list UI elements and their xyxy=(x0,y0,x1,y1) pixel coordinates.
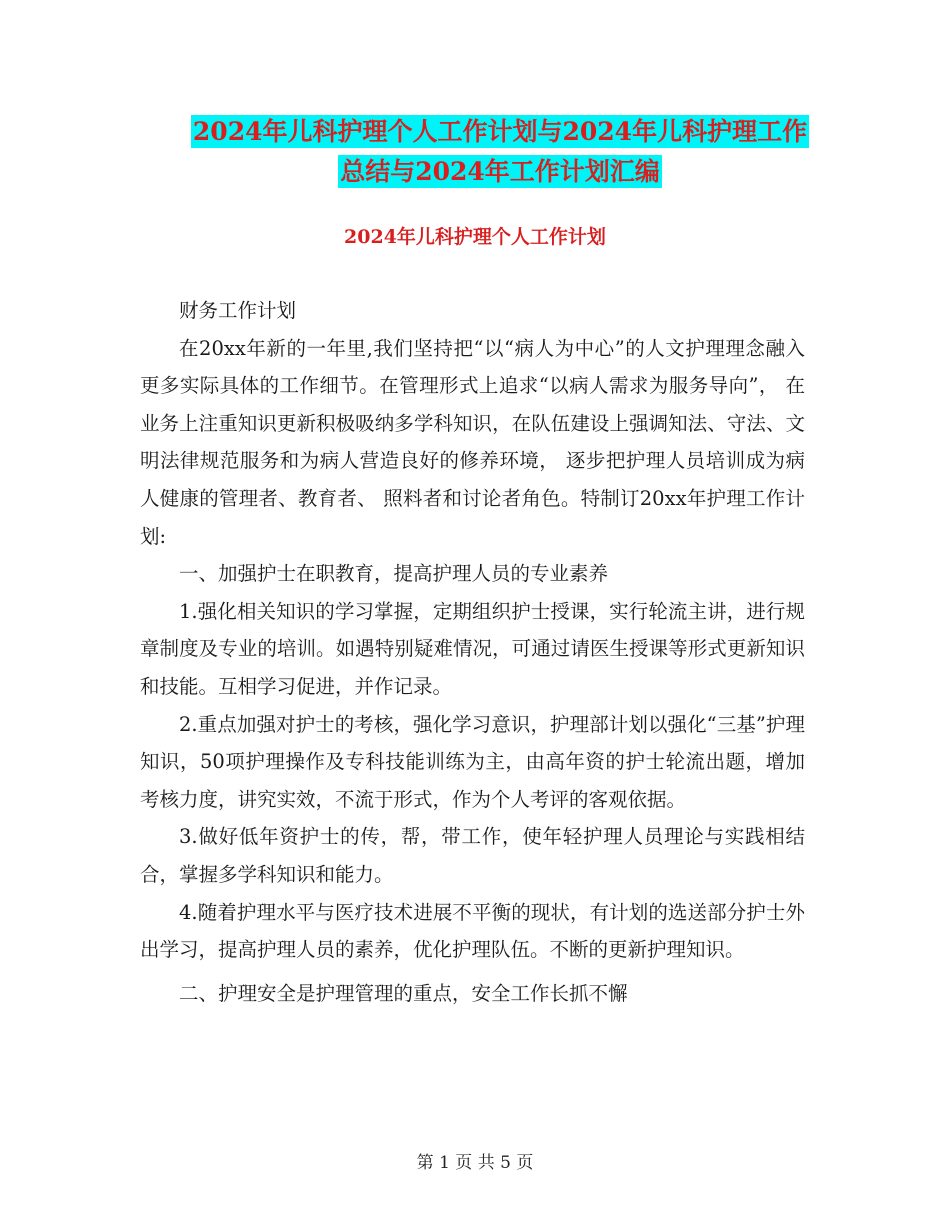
paragraph: 4.随着护理水平与医疗技术进展不平衡的现状，有计划的选送部分护士外出学习，提高护理人员的素养，优化护理队伍。不断的更新护理知识。 xyxy=(140,900,805,962)
document-body xyxy=(140,292,805,1012)
paragraph: 财务工作计划 xyxy=(179,299,297,322)
section-title: 2024年儿科护理个人工作计划 xyxy=(344,226,606,248)
paragraph: 2.重点加强对护士的考核，强化学习意识，护理部计划以强化“三基”护理知识，50项护理操作及专科技能训练为主，由高年资的护士轮流出题，增加考核力度，讲究实效，不流于形式，作为个人考评的客观依据。 xyxy=(140,712,805,811)
paragraph: 1.强化相关知识的学习掌握，定期组织护士授课，实行轮流主讲，进行规章制度及专业的培训。如遇特别疑难情况，可通过请医生授课等形式更新知识和技能。互相学习促进，并作记录。 xyxy=(140,599,805,698)
page-number-footer: 第 1 页 共 5 页 xyxy=(416,1153,534,1173)
document-title-text: 2024年儿科护理个人工作计划与2024年儿科护理工作总结与2024年工作计划汇编 xyxy=(192,117,808,186)
document-title xyxy=(180,112,820,192)
paragraph: 二、护理安全是护理管理的重点，安全工作长抓不懈 xyxy=(179,981,628,1005)
paragraph: 一、加强护士在职教育，提高护理人员的专业素养 xyxy=(179,562,609,586)
paragraph: 在20xx年新的一年里,我们坚持把“以“病人为中心”的人文护理理念融入更多实际具体的工作细节。在管理形式上追求“以病人需求为服务导向”， 在业务上注重知识更新积极吸纳多学科知识，在队伍建设上强调知法、守法、文明法律规范服务和为病人营造良好的修养环境， 逐步把护理人员培训成为病人健康的管理者、教育者、 照料者和讨论者角色。特制订20xx年护理工作计划: xyxy=(140,336,805,548)
paragraph: 3.做好低年资护士的传，帮，带工作，使年轻护理人员理论与实践相结合，掌握多学科知识和能力。 xyxy=(140,825,805,886)
